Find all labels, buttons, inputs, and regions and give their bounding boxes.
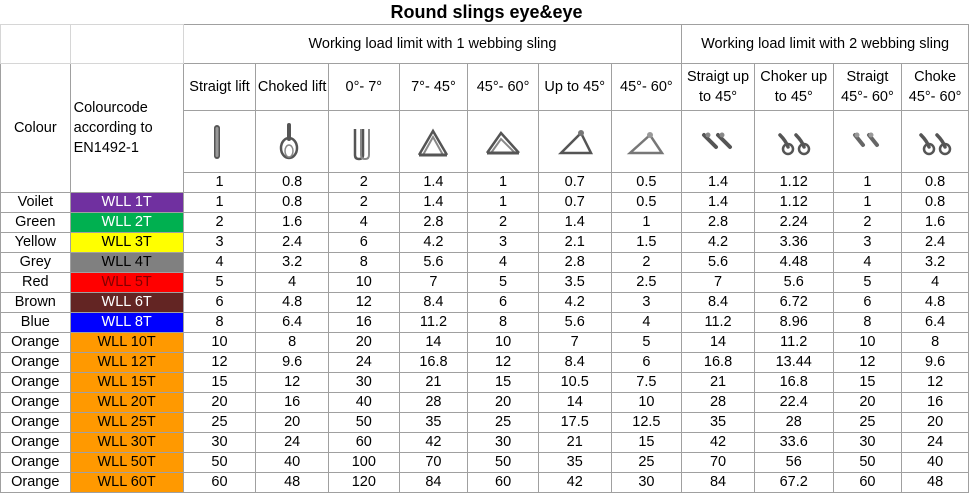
- wll-value-cell: 60: [833, 473, 902, 493]
- factor-cell: 0.8: [256, 173, 329, 193]
- wll-value-cell: 30: [611, 473, 682, 493]
- wll-value-cell: 14: [399, 333, 468, 353]
- wll-value-cell: 8.96: [754, 313, 833, 333]
- wll-value-cell: 6: [611, 353, 682, 373]
- wll-value-cell: 28: [682, 393, 755, 413]
- table-row: [1, 333, 969, 353]
- icon-cell: [833, 111, 902, 173]
- wll-value-cell: 2.5: [611, 273, 682, 293]
- wll-value-cell: 25: [611, 453, 682, 473]
- wll-value-cell: 1.12: [754, 193, 833, 213]
- wll-value-cell: 8: [256, 333, 329, 353]
- table-row: [1, 213, 969, 233]
- factor-cell: 1: [833, 173, 902, 193]
- wll-value-cell: 40: [328, 393, 399, 413]
- wll-value-cell: 3.36: [754, 233, 833, 253]
- wll-value-cell: 16: [328, 313, 399, 333]
- wll-value-cell: 12.5: [611, 413, 682, 433]
- wll-value-cell: 4: [833, 253, 902, 273]
- wll-value-cell: 4: [611, 313, 682, 333]
- column-header: Up to 45°: [538, 64, 611, 111]
- wll-value-cell: 60: [183, 473, 256, 493]
- wll-value-cell: 35: [399, 413, 468, 433]
- colourcode-cell: WLL 5T: [70, 273, 183, 293]
- wll-value-cell: 12: [833, 353, 902, 373]
- wll-value-cell: 4.2: [538, 293, 611, 313]
- wll-value-cell: 8: [833, 313, 902, 333]
- wll-value-cell: 20: [183, 393, 256, 413]
- wll-value-cell: 4: [183, 253, 256, 273]
- table-row: [1, 293, 969, 313]
- wll-value-cell: 100: [328, 453, 399, 473]
- wll-value-cell: 5: [833, 273, 902, 293]
- icon-cell: [682, 111, 755, 173]
- wll-value-cell: 28: [399, 393, 468, 413]
- colour-cell: Blue: [1, 313, 71, 333]
- wll-value-cell: 9.6: [902, 353, 969, 373]
- wll-value-cell: 120: [328, 473, 399, 493]
- icon-cell: [183, 111, 256, 173]
- icon-cell: [399, 111, 468, 173]
- wll-value-cell: 21: [399, 373, 468, 393]
- wll-value-cell: 3: [833, 233, 902, 253]
- wll-value-cell: 0.5: [611, 193, 682, 213]
- wll-value-cell: 2.1: [538, 233, 611, 253]
- colourcode-cell: WLL 20T: [70, 393, 183, 413]
- colour-cell: Orange: [1, 413, 71, 433]
- wll-value-cell: 25: [833, 413, 902, 433]
- wll-value-cell: 4: [256, 273, 329, 293]
- factor-cell: 0.8: [902, 173, 969, 193]
- wll-value-cell: 2: [468, 213, 539, 233]
- wll-value-cell: 6: [183, 293, 256, 313]
- wll-value-cell: 15: [611, 433, 682, 453]
- wll-value-cell: 1: [183, 193, 256, 213]
- wll-value-cell: 16: [256, 393, 329, 413]
- wll-value-cell: 20: [902, 413, 969, 433]
- wll-value-cell: 6.4: [902, 313, 969, 333]
- icon-cell: [256, 111, 329, 173]
- wll-value-cell: 2: [183, 213, 256, 233]
- wll-value-cell: 3.5: [538, 273, 611, 293]
- wll-value-cell: 5: [183, 273, 256, 293]
- table-row: [1, 433, 969, 453]
- wll-value-cell: 20: [833, 393, 902, 413]
- colourcode-cell: WLL 10T: [70, 333, 183, 353]
- wll-value-cell: 84: [682, 473, 755, 493]
- wll-value-cell: 14: [538, 393, 611, 413]
- wll-value-cell: 67.2: [754, 473, 833, 493]
- wll-value-cell: 16.8: [682, 353, 755, 373]
- wll-value-cell: 6: [468, 293, 539, 313]
- two-slings-choker-icon: [774, 121, 814, 163]
- wll-value-cell: 10: [183, 333, 256, 353]
- wll-value-cell: 0.7: [538, 193, 611, 213]
- colour-cell: Grey: [1, 253, 71, 273]
- wll-value-cell: 1: [833, 193, 902, 213]
- wll-value-cell: 35: [538, 453, 611, 473]
- wll-value-cell: 15: [468, 373, 539, 393]
- wll-value-cell: 21: [538, 433, 611, 453]
- colour-header: Colour: [1, 64, 71, 193]
- wll-value-cell: 2.4: [902, 233, 969, 253]
- wll-value-cell: 10.5: [538, 373, 611, 393]
- table-row: [1, 233, 969, 253]
- colourcode-cell: WLL 8T: [70, 313, 183, 333]
- wll-value-cell: 4.8: [902, 293, 969, 313]
- wll-value-cell: 6.72: [754, 293, 833, 313]
- wll-value-cell: 2.8: [682, 213, 755, 233]
- wll-value-cell: 4: [328, 213, 399, 233]
- wll-value-cell: 8: [183, 313, 256, 333]
- factor-cell: 1: [468, 173, 539, 193]
- colourcode-cell: WLL 3T: [70, 233, 183, 253]
- wll-value-cell: 60: [468, 473, 539, 493]
- wll-value-cell: 2: [611, 253, 682, 273]
- colour-cell: Orange: [1, 473, 71, 493]
- colourcode-cell: WLL 1T: [70, 193, 183, 213]
- wll-value-cell: 28: [754, 413, 833, 433]
- colour-cell: Voilet: [1, 193, 71, 213]
- wll-value-cell: 8.4: [682, 293, 755, 313]
- wll-value-cell: 4.2: [399, 233, 468, 253]
- colour-cell: Orange: [1, 453, 71, 473]
- factor-cell: 1.4: [682, 173, 755, 193]
- icon-cell: [468, 111, 539, 173]
- colourcode-header: Colourcode according to EN1492-1: [70, 64, 183, 193]
- wll-value-cell: 5: [611, 333, 682, 353]
- table-row: [1, 253, 969, 273]
- wll-value-cell: 22.4: [754, 393, 833, 413]
- column-header: Choke 45°- 60°: [902, 64, 969, 111]
- column-header: Choked lift: [256, 64, 329, 111]
- wll-value-cell: 84: [399, 473, 468, 493]
- colour-cell: Red: [1, 273, 71, 293]
- wll-value-cell: 3: [183, 233, 256, 253]
- corner-cell: [1, 25, 71, 64]
- wll-value-cell: 7: [399, 273, 468, 293]
- wll-value-cell: 13.44: [754, 353, 833, 373]
- wll-value-cell: 60: [328, 433, 399, 453]
- factor-cell: 1.12: [754, 173, 833, 193]
- sheet-title: Round slings eye&eye: [390, 2, 583, 22]
- wll-value-cell: 2.8: [399, 213, 468, 233]
- colourcode-cell: WLL 25T: [70, 413, 183, 433]
- basket-angled-icon: [413, 121, 453, 163]
- two-slings-straight-wide-icon: [847, 121, 887, 163]
- colour-cell: Yellow: [1, 233, 71, 253]
- wll-value-cell: 10: [328, 273, 399, 293]
- wll-value-cell: 0.8: [256, 193, 329, 213]
- factor-cell: 1.4: [399, 173, 468, 193]
- wll-value-cell: 30: [468, 433, 539, 453]
- wll-value-cell: 30: [183, 433, 256, 453]
- wll-value-cell: 12: [902, 373, 969, 393]
- wll-value-cell: 3.2: [256, 253, 329, 273]
- factor-cell: 2: [328, 173, 399, 193]
- table-row: [1, 193, 969, 213]
- wll-value-cell: 24: [328, 353, 399, 373]
- wll-value-cell: 7.5: [611, 373, 682, 393]
- wll-value-cell: 12: [183, 353, 256, 373]
- wll-value-cell: 42: [538, 473, 611, 493]
- two-leg-wide-triangle-icon: [626, 121, 666, 163]
- wll-value-cell: 2.4: [256, 233, 329, 253]
- wll-table: [0, 24, 969, 493]
- two-sling-header: Working load limit with 2 webbing sling: [682, 25, 969, 64]
- wll-value-cell: 42: [399, 433, 468, 453]
- wll-value-cell: 5.6: [538, 313, 611, 333]
- two-slings-straight-icon: [698, 121, 738, 163]
- icon-cell: [611, 111, 682, 173]
- wll-value-cell: 1.4: [538, 213, 611, 233]
- wll-value-cell: 8: [328, 253, 399, 273]
- wll-value-cell: 0.8: [902, 193, 969, 213]
- wll-value-cell: 6: [833, 293, 902, 313]
- colour-cell: Orange: [1, 333, 71, 353]
- wll-value-cell: 48: [256, 473, 329, 493]
- wll-value-cell: 10: [468, 333, 539, 353]
- wll-value-cell: 8.4: [538, 353, 611, 373]
- table-row: [1, 393, 969, 413]
- wll-value-cell: 16: [902, 393, 969, 413]
- icon-cell: [902, 111, 969, 173]
- wll-value-cell: 5.6: [399, 253, 468, 273]
- icon-cell: [754, 111, 833, 173]
- wll-value-cell: 1: [611, 213, 682, 233]
- wll-value-cell: 5.6: [682, 253, 755, 273]
- colourcode-cell: WLL 15T: [70, 373, 183, 393]
- colourcode-cell: WLL 12T: [70, 353, 183, 373]
- wll-value-cell: 70: [682, 453, 755, 473]
- colourcode-cell: WLL 2T: [70, 213, 183, 233]
- wll-value-cell: 10: [833, 333, 902, 353]
- table-row: [1, 413, 969, 433]
- wll-value-cell: 8: [902, 333, 969, 353]
- wll-value-cell: 1: [468, 193, 539, 213]
- wll-value-cell: 25: [183, 413, 256, 433]
- colour-cell: Green: [1, 213, 71, 233]
- wll-value-cell: 11.2: [754, 333, 833, 353]
- wll-value-cell: 30: [328, 373, 399, 393]
- column-header: 45°- 60°: [611, 64, 682, 111]
- wll-value-cell: 4: [902, 273, 969, 293]
- wll-value-cell: 42: [682, 433, 755, 453]
- table-row: [1, 313, 969, 333]
- icon-cell: [328, 111, 399, 173]
- wll-value-cell: 9.6: [256, 353, 329, 373]
- colourcode-cell: WLL 60T: [70, 473, 183, 493]
- wll-value-cell: 5.6: [754, 273, 833, 293]
- colour-cell: Orange: [1, 433, 71, 453]
- choked-sling-icon: [272, 121, 312, 163]
- wll-value-cell: 56: [754, 453, 833, 473]
- table-row: [1, 273, 969, 293]
- wll-value-cell: 3: [468, 233, 539, 253]
- colour-cell: Orange: [1, 393, 71, 413]
- basket-parallel-icon: [344, 121, 384, 163]
- wll-value-cell: 2: [833, 213, 902, 233]
- wll-value-cell: 15: [183, 373, 256, 393]
- column-header: Straigt 45°- 60°: [833, 64, 902, 111]
- wll-value-cell: 12: [468, 353, 539, 373]
- wll-value-cell: 2.24: [754, 213, 833, 233]
- factor-cell: 1: [183, 173, 256, 193]
- wll-value-cell: 4.2: [682, 233, 755, 253]
- wll-value-cell: 7: [682, 273, 755, 293]
- column-header: 45°- 60°: [468, 64, 539, 111]
- column-header: Straigt lift: [183, 64, 256, 111]
- column-header: Choker up to 45°: [754, 64, 833, 111]
- colour-cell: Orange: [1, 353, 71, 373]
- wll-value-cell: 8.4: [399, 293, 468, 313]
- colour-cell: Orange: [1, 373, 71, 393]
- icon-cell: [538, 111, 611, 173]
- wll-value-cell: 10: [611, 393, 682, 413]
- wll-value-cell: 14: [682, 333, 755, 353]
- wll-value-cell: 6.4: [256, 313, 329, 333]
- two-leg-triangle-icon: [555, 121, 595, 163]
- wll-value-cell: 50: [328, 413, 399, 433]
- wll-value-cell: 50: [183, 453, 256, 473]
- wll-value-cell: 40: [902, 453, 969, 473]
- wll-value-cell: 16.8: [399, 353, 468, 373]
- wll-value-cell: 35: [682, 413, 755, 433]
- wll-value-cell: 3.2: [902, 253, 969, 273]
- straight-sling-icon: [200, 121, 240, 163]
- wll-value-cell: 33.6: [754, 433, 833, 453]
- wll-value-cell: 17.5: [538, 413, 611, 433]
- wll-value-cell: 4.8: [256, 293, 329, 313]
- colourcode-cell: WLL 6T: [70, 293, 183, 313]
- wll-value-cell: 1.4: [399, 193, 468, 213]
- wll-value-cell: 21: [682, 373, 755, 393]
- wll-value-cell: 4: [468, 253, 539, 273]
- wll-value-cell: 70: [399, 453, 468, 473]
- column-header: 0°- 7°: [328, 64, 399, 111]
- table-row: [1, 353, 969, 373]
- wll-value-cell: 16.8: [754, 373, 833, 393]
- colourcode-cell: WLL 30T: [70, 433, 183, 453]
- wll-value-cell: 24: [256, 433, 329, 453]
- wll-value-cell: 1.5: [611, 233, 682, 253]
- wll-value-cell: 1.6: [256, 213, 329, 233]
- wll-value-cell: 20: [256, 413, 329, 433]
- corner-cell: [70, 25, 183, 64]
- wll-value-cell: 1.6: [902, 213, 969, 233]
- one-sling-header: Working load limit with 1 webbing sling: [183, 25, 682, 64]
- wll-value-cell: 20: [468, 393, 539, 413]
- wll-value-cell: 4.48: [754, 253, 833, 273]
- column-header: Straigt up to 45°: [682, 64, 755, 111]
- wll-value-cell: 24: [902, 433, 969, 453]
- colourcode-cell: WLL 50T: [70, 453, 183, 473]
- wll-value-cell: 1.4: [682, 193, 755, 213]
- wll-value-cell: 15: [833, 373, 902, 393]
- wll-value-cell: 48: [902, 473, 969, 493]
- wll-value-cell: 50: [468, 453, 539, 473]
- wll-value-cell: 50: [833, 453, 902, 473]
- wll-value-cell: 6: [328, 233, 399, 253]
- wll-value-cell: 11.2: [682, 313, 755, 333]
- wll-value-cell: 30: [833, 433, 902, 453]
- wll-value-cell: 7: [538, 333, 611, 353]
- wll-value-cell: 3: [611, 293, 682, 313]
- wll-value-cell: 20: [328, 333, 399, 353]
- factor-cell: 0.5: [611, 173, 682, 193]
- wll-value-cell: 2: [328, 193, 399, 213]
- colour-cell: Brown: [1, 293, 71, 313]
- factor-cell: 0.7: [538, 173, 611, 193]
- wll-value-cell: 2.8: [538, 253, 611, 273]
- wll-value-cell: 11.2: [399, 313, 468, 333]
- table-row: [1, 453, 969, 473]
- wll-value-cell: 12: [256, 373, 329, 393]
- two-slings-choke-wide-icon: [915, 121, 955, 163]
- table-row: [1, 473, 969, 493]
- wll-value-cell: 8: [468, 313, 539, 333]
- wll-value-cell: 5: [468, 273, 539, 293]
- wll-value-cell: 25: [468, 413, 539, 433]
- column-header: 7°- 45°: [399, 64, 468, 111]
- wll-value-cell: 12: [328, 293, 399, 313]
- wll-value-cell: 40: [256, 453, 329, 473]
- colourcode-cell: WLL 4T: [70, 253, 183, 273]
- basket-wide-icon: [483, 121, 523, 163]
- table-row: [1, 373, 969, 393]
